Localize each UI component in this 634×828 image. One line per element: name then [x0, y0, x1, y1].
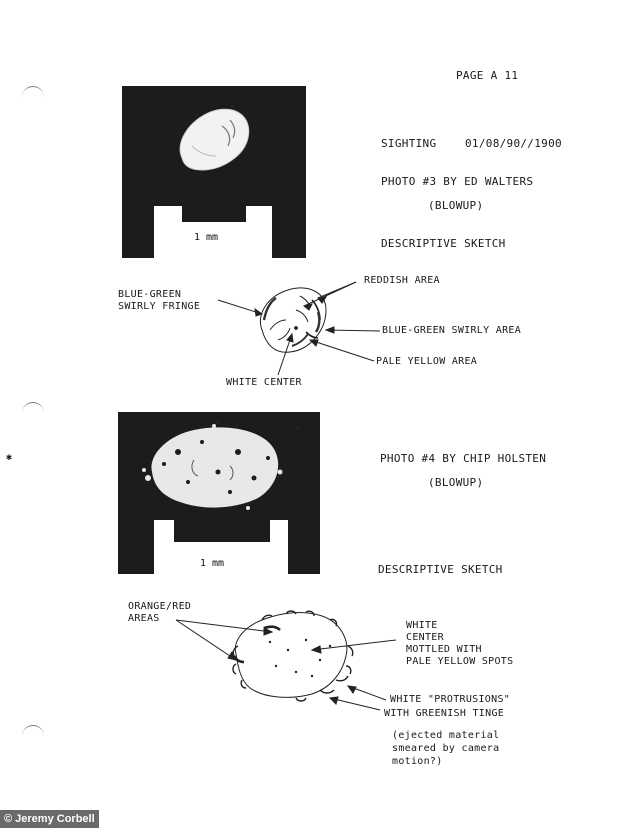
label-blue-green-swirly-area: BLUE-GREEN SWIRLY AREA — [382, 325, 522, 336]
photo-3-blowup — [122, 86, 306, 258]
punch-hole-mark — [22, 402, 44, 417]
photo-3-scale-label: 1 mm — [194, 232, 219, 243]
label-ejected-2: smeared by camera — [392, 743, 500, 754]
photo-4-scale-label: 1 mm — [200, 558, 225, 569]
photo-4-blowup-label: (BLOWUP) — [428, 476, 484, 489]
label-white-4: PALE YELLOW SPOTS — [406, 656, 514, 667]
photo-3-sketch-title: DESCRIPTIVE SKETCH — [381, 237, 506, 250]
page-number: PAGE A 11 — [456, 69, 519, 82]
label-orange-red-2: AREAS — [128, 613, 160, 624]
punch-hole-mark — [22, 86, 44, 101]
label-ejected-1: (ejected material — [392, 730, 500, 741]
label-ejected-3: motion?) — [392, 756, 443, 767]
photo-3-blowup-label: (BLOWUP) — [428, 199, 484, 212]
stray-mark: ✱ — [6, 452, 13, 463]
photo-4-title: PHOTO #4 BY CHIP HOLSTEN — [380, 452, 547, 465]
label-white-2: CENTER — [406, 632, 444, 643]
label-blue-green-fringe-1: BLUE-GREEN — [118, 289, 182, 300]
label-pale-yellow-area: PALE YELLOW AREA — [376, 356, 478, 367]
label-protrusions-2: WITH GREENISH TINGE — [384, 708, 505, 719]
label-white-center: WHITE CENTER — [226, 377, 302, 388]
label-protrusions-1: WHITE "PROTRUSIONS" — [390, 694, 511, 705]
photo-3-title: PHOTO #3 BY ED WALTERS — [381, 175, 534, 188]
photo-credit: © Jeremy Corbell — [0, 810, 99, 828]
label-blue-green-fringe-2: SWIRLY FRINGE — [118, 301, 201, 312]
photo-3-object — [180, 109, 249, 170]
label-reddish-area: REDDISH AREA — [364, 275, 440, 286]
photo-4-image — [118, 412, 320, 574]
label-white-3: MOTTLED WITH — [406, 644, 482, 655]
photo-4-object — [151, 427, 278, 507]
label-white-1: WHITE — [406, 620, 438, 631]
photo-4-sketch-title: DESCRIPTIVE SKETCH — [378, 563, 503, 576]
punch-hole-mark — [22, 725, 44, 740]
sighting-label: SIGHTING — [381, 137, 437, 150]
label-orange-red-1: ORANGE/RED — [128, 601, 192, 612]
sighting-date: 01/08/90//1900 — [465, 137, 562, 150]
photo-4-blowup — [118, 412, 320, 574]
